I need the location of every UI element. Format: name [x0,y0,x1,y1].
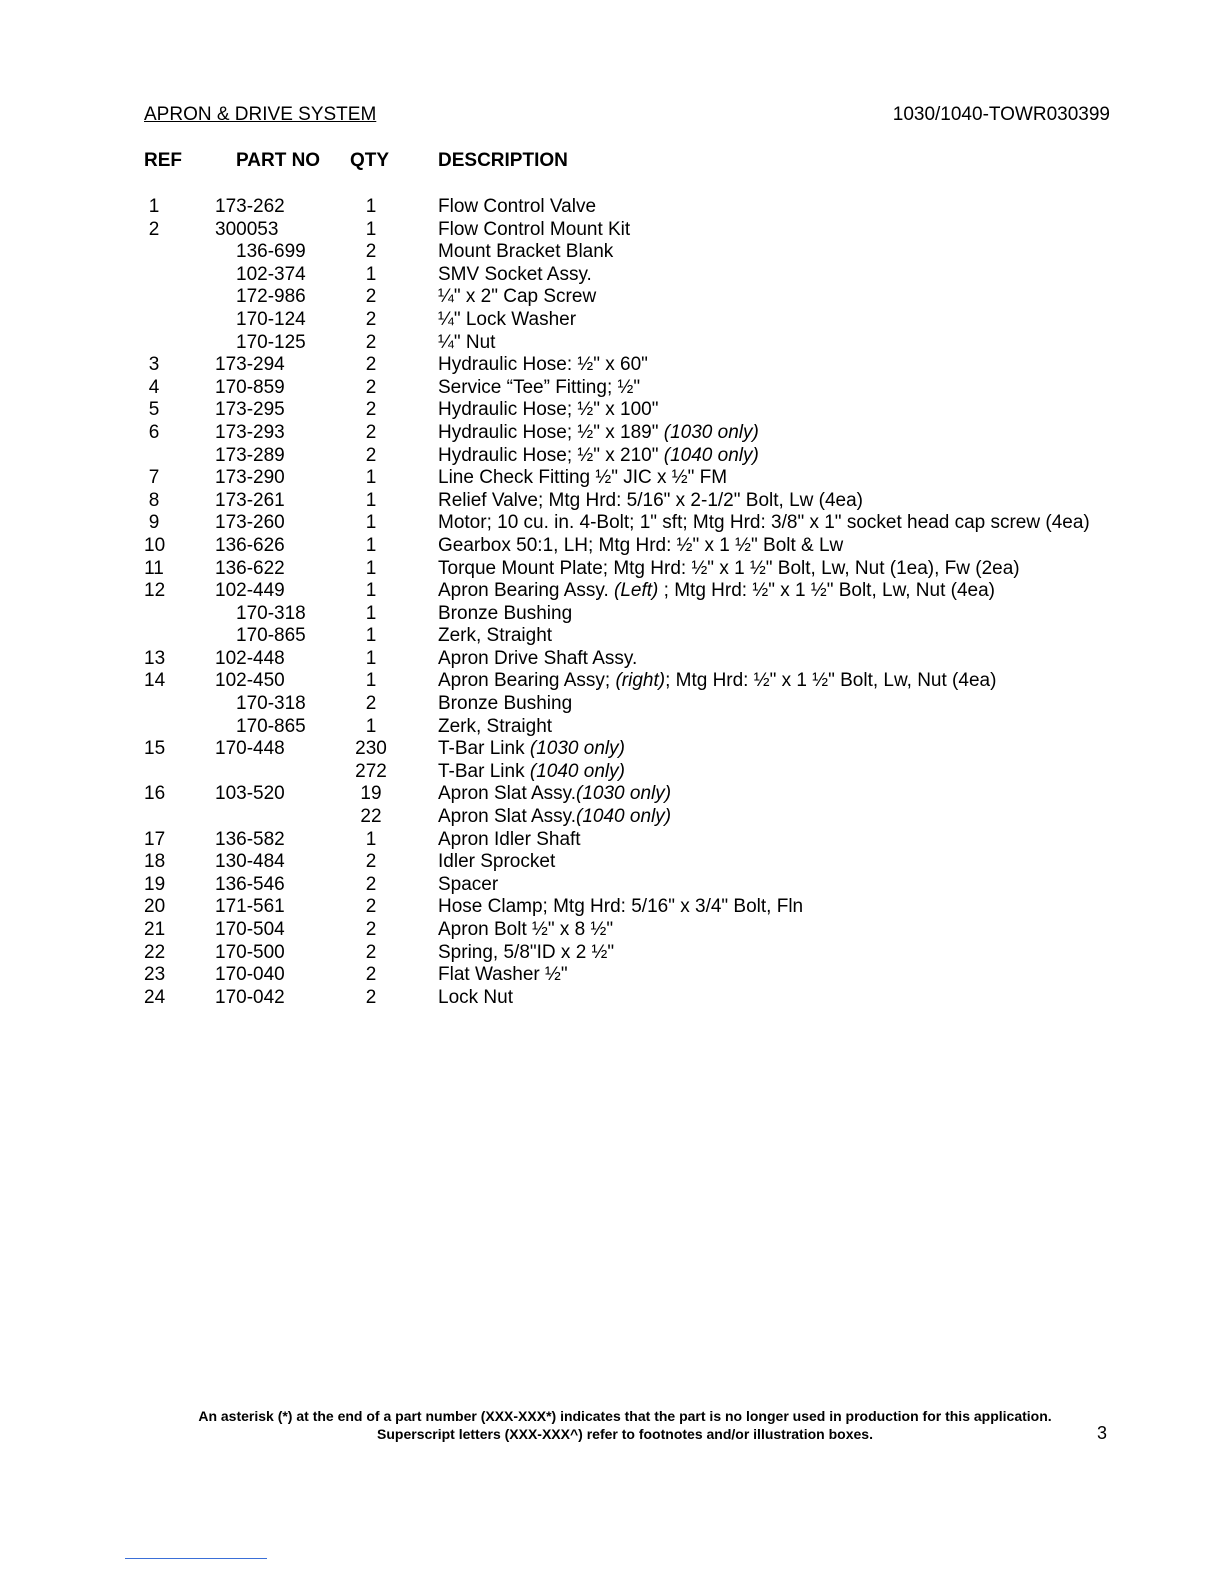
table-row [0,761,1224,784]
ref-cell: 8 [148,489,160,511]
description-text: Apron Bolt ½" x 8 ½" [438,919,614,940]
qty-cell: 2 [365,873,377,895]
qty-cell: 2 [365,941,377,963]
ref-cell: 4 [148,376,160,398]
description-cell [438,512,1090,535]
qty-cell: 1 [365,828,377,850]
description-note: (1040 only) [663,444,759,466]
part-no-cell: 170-040 [215,964,285,986]
part-no-cell: 170-125 [236,331,306,353]
part-no-cell: 173-293 [215,421,285,443]
table-row [0,241,1224,264]
qty-cell: 1 [365,602,377,624]
qty-cell: 2 [365,919,377,940]
qty-cell: 1 [365,580,377,602]
table-row [0,783,1224,806]
part-no-cell: 170-865 [236,625,306,647]
table-row [0,942,1224,965]
table-row [0,354,1224,377]
qty-cell: 230 [355,738,387,760]
part-no-cell: 173-261 [215,489,285,511]
description-text: Apron Slat Assy. [438,783,576,805]
description-text: Line Check Fitting ½" JIC x ½" FM [438,467,728,489]
description-note: (right) [615,670,666,692]
table-row [0,580,1224,603]
table-row [0,309,1224,332]
description-cell [438,490,863,513]
description-text: ¼" x 2" Cap Screw [438,286,597,308]
table-row [0,738,1224,761]
column-header-ref: REF [144,150,182,171]
qty-cell: 2 [365,693,377,715]
description-cell [438,806,671,829]
column-header-description: DESCRIPTION [438,150,568,171]
description-cell [438,829,581,852]
description-note: (1030 only) [529,738,625,760]
qty-cell: 2 [365,308,377,330]
table-row [0,512,1224,535]
part-no-cell: 103-520 [215,783,285,805]
qty-cell: 2 [365,354,377,376]
ref-cell: 6 [148,421,160,443]
description-text: Flow Control Valve [438,196,597,217]
description-text: ¼" Lock Washer [438,308,577,330]
ref-cell: 18 [144,851,166,873]
qty-cell: 1 [365,670,377,692]
description-cell [438,264,592,287]
ref-cell: 20 [144,896,166,918]
description-text: Idler Sprocket [438,851,556,873]
table-row [0,332,1224,355]
table-row [0,874,1224,897]
ref-cell: 19 [144,873,166,895]
description-cell [438,964,568,987]
description-cell [438,693,572,716]
description-cell [438,309,576,332]
qty-cell: 2 [365,286,377,308]
table-row [0,467,1224,490]
description-cell [438,377,640,400]
description-text: Zerk, Straight [438,715,553,737]
part-no-cell: 136-626 [215,534,285,556]
description-cell [438,761,625,784]
column-header-part-no: PART NO [236,150,321,171]
description-note: (1040 only) [529,760,625,782]
description-text: Flow Control Mount Kit [438,218,631,240]
description-cell [438,670,996,693]
ref-cell: 22 [144,941,166,963]
description-text: SMV Socket Assy. [438,263,592,285]
part-no-cell: 136-582 [215,828,285,850]
table-row [0,625,1224,648]
description-cell [438,445,759,468]
description-note: (1030 only) [576,783,672,805]
description-cell [438,535,843,558]
description-cell [438,987,513,1010]
qty-cell: 1 [365,625,377,647]
table-row [0,716,1224,739]
ref-cell: 7 [148,467,160,489]
table-row [0,445,1224,468]
qty-cell: 1 [365,557,377,579]
description-text: Hose Clamp; Mtg Hrd: 5/16" x 3/4" Bolt, Fln [438,896,804,918]
qty-cell: 1 [365,715,377,737]
description-cell [438,241,613,264]
qty-cell: 2 [365,331,377,353]
table-row [0,851,1224,874]
table-row [0,919,1224,942]
qty-cell: 1 [365,534,377,556]
description-cell [438,286,596,309]
ref-cell: 9 [148,512,160,534]
part-no-cell: 170-318 [236,693,306,715]
part-no-cell: 170-318 [236,602,306,624]
description-cell [438,354,648,377]
description-text: ¼" Nut [438,331,496,353]
part-no-cell: 170-448 [215,738,285,760]
page-title: APRON & DRIVE SYSTEM [144,104,377,125]
footnote-asterisk: An asterisk (*) at the end of a part number (XXX-XXX*) indicates that the part is no longer used in production for this application. [198,1408,1052,1424]
part-no-cell: 170-124 [236,308,306,330]
description-note: (1030 only) [663,421,759,443]
description-cell [438,332,495,355]
ref-cell: 13 [144,647,166,669]
part-no-cell: 173-262 [215,196,285,217]
table-row [0,399,1224,422]
qty-cell: 2 [365,376,377,398]
table-row [0,670,1224,693]
table-row [0,264,1224,287]
ref-cell: 23 [144,964,166,986]
description-text: Lock Nut [438,986,513,1008]
table-row [0,535,1224,558]
part-no-cell: 102-450 [215,670,285,692]
ref-cell: 24 [144,986,166,1008]
part-no-cell: 136-699 [236,241,306,263]
qty-cell: 2 [365,399,377,421]
document-id: 1030/1040-TOWR030399 [892,104,1110,125]
ref-cell: 5 [148,399,160,421]
description-cell [438,558,1020,581]
description-text: T-Bar Link [438,760,530,782]
part-no-cell: 300053 [215,218,279,240]
description-cell [438,399,658,422]
description-text: Apron Slat Assy. [438,806,576,828]
description-cell [438,942,614,965]
ref-cell: 12 [144,580,166,602]
description-text: Hydraulic Hose; ½" x 100" [438,399,659,421]
part-no-cell: 170-859 [215,376,285,398]
qty-cell: 272 [355,760,387,782]
description-text: Apron Drive Shaft Assy. [438,647,638,669]
qty-cell: 2 [365,964,377,986]
description-text: Motor; 10 cu. in. 4-Bolt; 1" sft; Mtg Hrd: 3/8" x 1" socket head cap screw (4ea) [438,512,1090,534]
description-cell [438,422,759,445]
table-row [0,422,1224,445]
description-text: Apron Bearing Assy. [438,580,615,602]
description-cell [438,851,555,874]
description-cell [438,648,637,671]
qty-cell: 2 [365,851,377,873]
part-no-cell: 170-042 [215,986,285,1008]
table-row [0,219,1224,242]
description-text: Torque Mount Plate; Mtg Hrd: ½" x 1 ½" Bolt, Lw, Nut (1ea), Fw (2ea) [438,557,1020,579]
table-row [0,558,1224,581]
description-text: Spacer [438,873,499,895]
part-no-cell: 173-260 [215,512,285,534]
description-text: Bronze Bushing [438,602,573,624]
part-no-cell: 170-504 [215,919,285,940]
part-no-cell: 171-561 [215,896,285,918]
ref-cell: 2 [148,218,160,240]
part-no-cell: 136-546 [215,873,285,895]
description-text: Flat Washer ½" [438,964,568,986]
description-text: Zerk, Straight [438,625,553,647]
part-no-cell: 136-622 [215,557,285,579]
table-row [0,196,1224,219]
parts-list [0,196,1224,1009]
qty-cell: 1 [365,263,377,285]
description-note: (Left) [614,580,659,602]
qty-cell: 1 [365,467,377,489]
table-row [0,806,1224,829]
description-text: ; Mtg Hrd: ½" x 1 ½" Bolt, Lw, Nut (4ea) [665,670,997,692]
column-header-qty: QTY [350,150,390,171]
description-text: Apron Bearing Assy; [438,670,616,692]
ref-cell: 3 [148,354,160,376]
description-cell [438,874,498,897]
part-no-cell: 130-484 [215,851,285,873]
description-text: Apron Idler Shaft [438,828,581,850]
qty-cell: 2 [365,444,377,466]
qty-cell: 22 [360,806,382,828]
divider-line [125,1558,267,1559]
qty-cell: 1 [365,512,377,534]
description-text: Bronze Bushing [438,693,573,715]
description-cell [438,603,572,626]
description-text: Relief Valve; Mtg Hrd: 5/16" x 2-1/2" Bolt, Lw (4ea) [438,489,863,511]
description-text: Hydraulic Hose; ½" x 189" [438,421,664,443]
ref-cell: 15 [144,738,166,760]
part-no-cell: 170-500 [215,941,285,963]
part-no-cell: 102-448 [215,647,285,669]
description-text: Gearbox 50:1, LH; Mtg Hrd: ½" x 1 ½" Bolt & Lw [438,534,844,556]
description-text: Hydraulic Hose; ½" x 210" [438,444,664,466]
qty-cell: 2 [365,986,377,1008]
description-text: T-Bar Link [438,738,530,760]
description-cell [438,467,727,490]
description-cell [438,738,625,761]
qty-cell: 19 [360,783,382,805]
description-text: Mount Bracket Blank [438,241,614,263]
ref-cell: 11 [144,557,164,579]
part-no-cell: 173-294 [215,354,285,376]
description-cell [438,783,671,806]
part-no-cell: 173-295 [215,399,285,421]
ref-cell: 21 [144,919,166,940]
part-no-cell: 102-449 [215,580,285,602]
description-text: ; Mtg Hrd: ½" x 1 ½" Bolt, Lw, Nut (4ea) [658,580,996,602]
description-cell [438,196,596,219]
qty-cell: 1 [365,489,377,511]
table-row [0,829,1224,852]
description-text: Spring, 5/8"ID x 2 ½" [438,941,615,963]
part-no-cell: 172-986 [236,286,306,308]
footnote-superscript: Superscript letters (XXX-XXX^) refer to footnotes and/or illustration boxes. [377,1426,873,1442]
page-number: 3 [1097,1423,1108,1443]
table-row [0,490,1224,513]
qty-cell: 1 [365,647,377,669]
qty-cell: 2 [365,896,377,918]
part-no-cell: 173-289 [215,444,285,466]
qty-cell: 1 [365,218,377,240]
qty-cell: 2 [365,421,377,443]
table-row [0,693,1224,716]
part-no-cell: 102-374 [236,263,306,285]
table-row [0,896,1224,919]
description-cell [438,580,995,603]
description-cell [438,219,630,242]
description-note: (1040 only) [576,806,672,828]
ref-cell: 1 [148,196,160,217]
description-cell [438,896,803,919]
table-row [0,286,1224,309]
qty-cell: 1 [365,196,377,217]
ref-cell: 14 [144,670,166,692]
ref-cell: 17 [144,828,166,850]
description-cell [438,919,613,942]
ref-cell: 16 [144,783,166,805]
table-row [0,603,1224,626]
qty-cell: 2 [365,241,377,263]
ref-cell: 10 [144,534,166,556]
table-row [0,648,1224,671]
description-text: Hydraulic Hose: ½" x 60" [438,354,648,376]
table-row [0,377,1224,400]
table-row [0,987,1224,1010]
table-row [0,964,1224,987]
part-no-cell: 173-290 [215,467,285,489]
part-no-cell: 170-865 [236,715,306,737]
description-cell [438,716,552,739]
description-cell [438,625,552,648]
description-text: Service “Tee” Fitting; ½" [438,376,641,398]
